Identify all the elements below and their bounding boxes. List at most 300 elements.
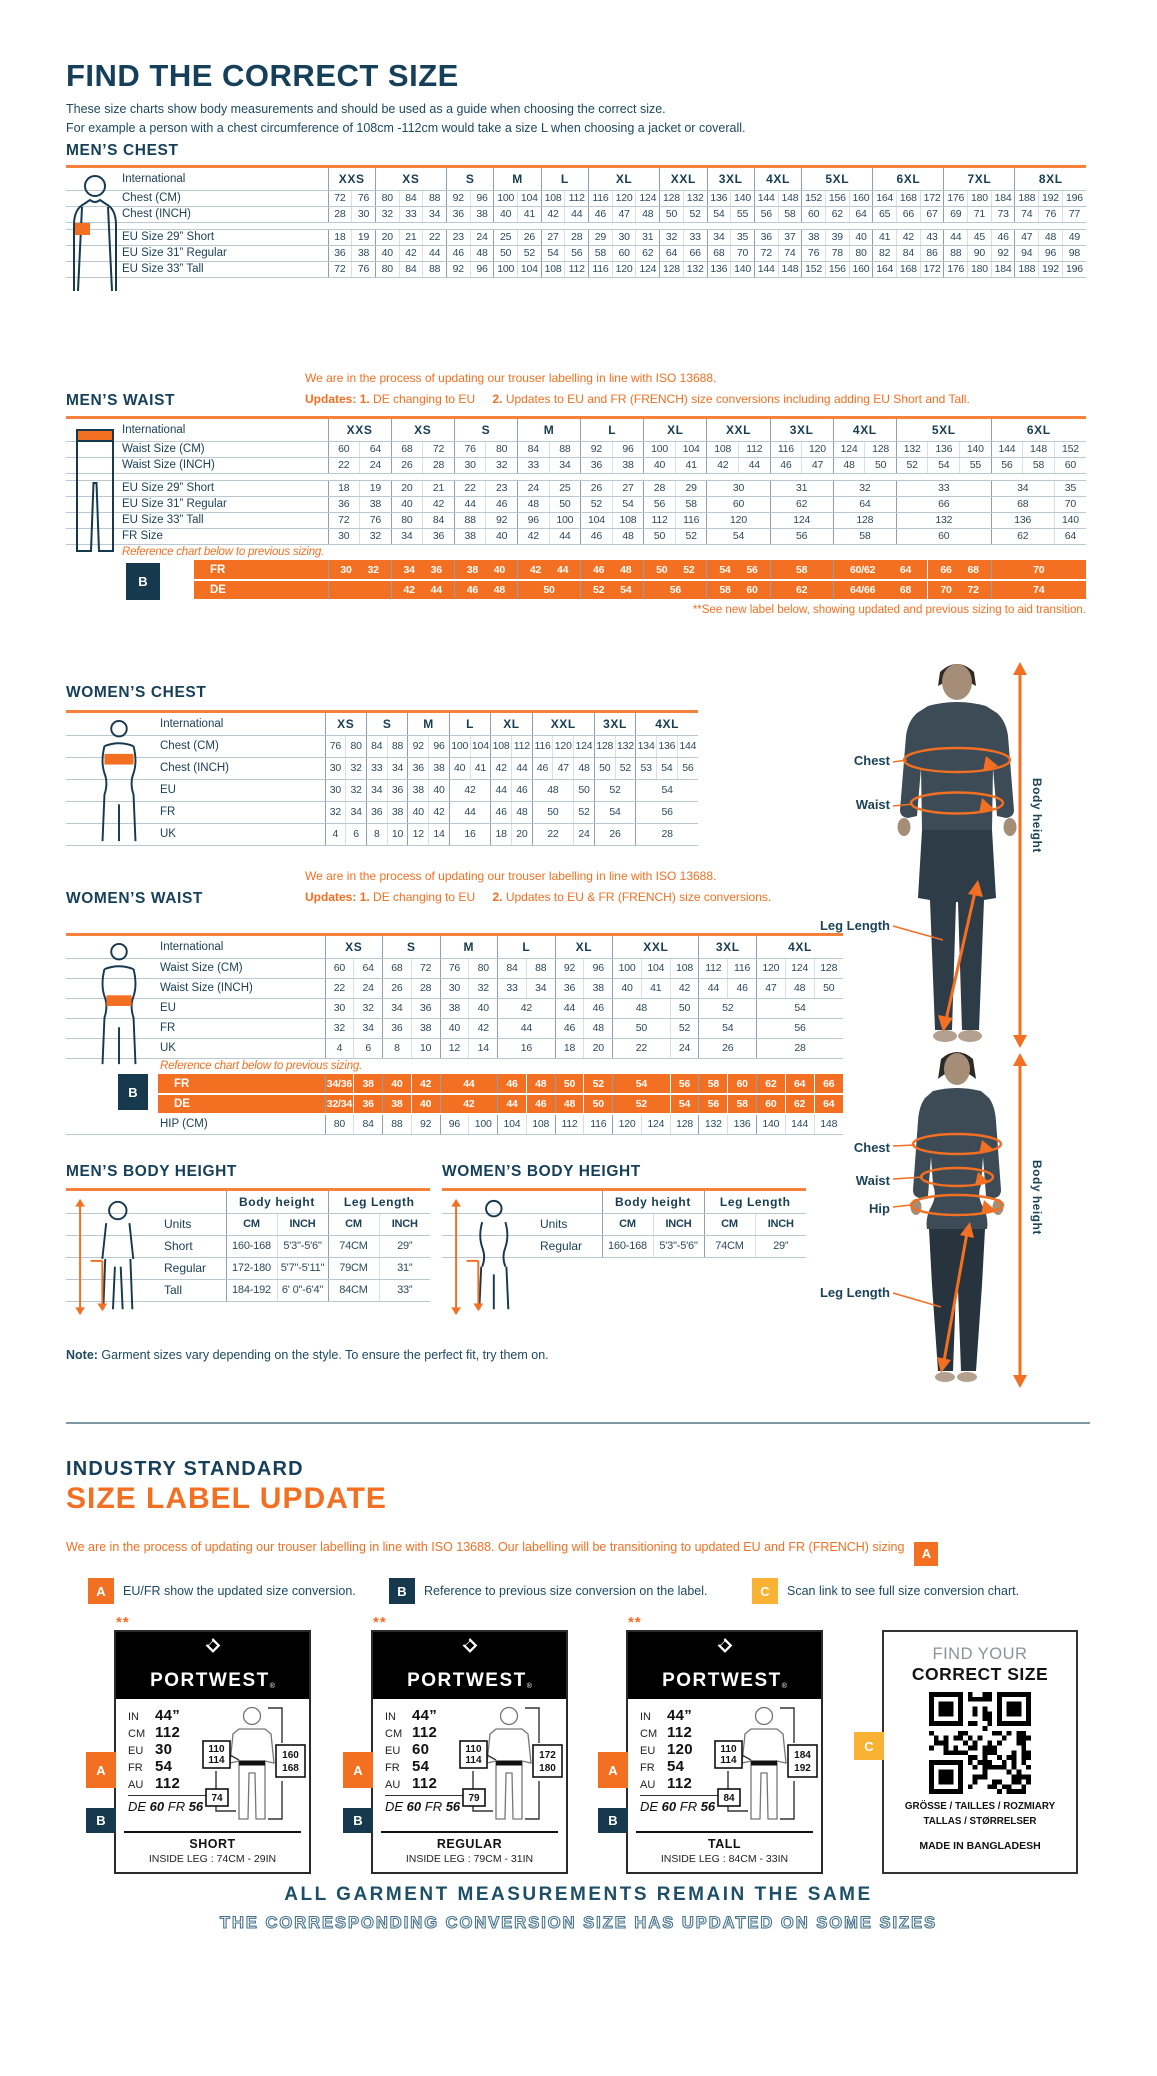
size-cell: 104 (518, 261, 542, 277)
size-cell: 94 (1015, 245, 1039, 261)
row-label: FR (66, 1074, 325, 1094)
update-item-text: Updates to EU & FR (FRENCH) size conversions. (505, 890, 772, 904)
size-cell: 84 (498, 958, 527, 978)
inside-leg-text: INSIDE LEG : 84CM - 33IN (660, 1853, 789, 1865)
size-cell: 24 (517, 480, 549, 496)
update-item-number: 2. (492, 890, 503, 904)
spec-row: IN 44” (640, 1707, 693, 1724)
size-cell: 62 (756, 1074, 785, 1094)
size-cell: 80 (325, 1114, 354, 1134)
size-cell: 60 (325, 958, 354, 978)
mens-body-height-title: MEN’S BODY HEIGHT (66, 1163, 237, 1180)
female-body-height-label: Body height (1030, 1160, 1044, 1235)
column-header: 3XL (770, 419, 833, 441)
update-item-text: Updates to EU and FR (FRENCH) size conversions including adding EU Short and Tall. (505, 392, 970, 406)
footer-line-1: ALL GARMENT MEASUREMENTS REMAIN THE SAME (284, 1884, 873, 1905)
column-header: 5XL (896, 419, 991, 441)
row-label: FR (66, 1018, 325, 1038)
marker-b: B (343, 1808, 373, 1833)
size-cell: 25 (549, 480, 581, 496)
svg-text:110: 110 (720, 1744, 737, 1755)
size-cell: 38 (354, 1074, 383, 1094)
size-cell: 50 (549, 496, 581, 512)
size-cell: 30 (612, 229, 636, 245)
size-cell: 124 (574, 735, 595, 757)
size-cell: 33 (683, 229, 707, 245)
size-cell: 5'3"-5'6" (653, 1235, 704, 1257)
size-cell: 168 (897, 190, 921, 206)
intro-text (66, 100, 746, 138)
size-cell: 34 (526, 978, 555, 998)
size-cell: 60 (328, 441, 360, 457)
size-cell: 41 (675, 457, 707, 473)
size-cell: 5'3"-5'6" (277, 1235, 328, 1257)
column-header: 6XL (991, 419, 1086, 441)
row-label: FR Size (66, 528, 328, 544)
size-cell: 60 (802, 206, 826, 222)
size-cell: 108 (541, 190, 565, 206)
size-cell: 32 (469, 978, 498, 998)
marker-b: B (86, 1808, 116, 1833)
size-cell: 96 (440, 1114, 469, 1134)
size-cell: 52 (670, 1018, 699, 1038)
size-cell: 40 (411, 1094, 440, 1114)
size-cell: 55 (960, 457, 992, 473)
svg-text:172: 172 (539, 1750, 556, 1761)
size-cell: 88 (423, 261, 447, 277)
size-cell: 29” (755, 1235, 806, 1257)
size-cell: 120 (612, 261, 636, 277)
spec-row: EU 60 (385, 1741, 430, 1758)
size-cell: 88 (944, 245, 968, 261)
size-cell: 22 (325, 978, 354, 998)
size-cell: 70 (1054, 496, 1086, 512)
size-cell: 39 (825, 229, 849, 245)
legend-item-c (752, 1578, 1019, 1604)
size-cell: 46 (728, 978, 757, 998)
size-cell: 46 (584, 998, 613, 1018)
spec-row: AU 112 (385, 1775, 438, 1792)
size-cell: 42 (707, 457, 739, 473)
size-cell: 104 (518, 190, 542, 206)
size-cell: 140 (756, 1114, 785, 1134)
size-cell: 80 (375, 190, 399, 206)
spec-row: IN 44” (385, 1707, 438, 1724)
size-cell: 112 (739, 441, 771, 457)
size-cell: 100 (613, 958, 642, 978)
size-cell: 48 (555, 1094, 584, 1114)
qr-slot (884, 1692, 1076, 1794)
size-cell: 68 (991, 496, 1054, 512)
size-cell: 164 (873, 261, 897, 277)
size-cell: 36 (383, 1018, 412, 1038)
size-cell: 42 (429, 801, 450, 823)
size-cell: 18 (491, 823, 512, 845)
size-cell: 24 (574, 823, 595, 845)
size-cell: 26 (594, 823, 635, 845)
size-cell: 96 (517, 512, 549, 528)
portwest-diamond-icon (201, 1638, 225, 1653)
size-cell: 84CM (328, 1279, 379, 1301)
size-cell: 41 (641, 978, 670, 998)
size-cell: 160-168 (602, 1235, 653, 1257)
size-cell: 18 (328, 480, 360, 496)
size-cell: 120 (707, 512, 770, 528)
size-cell: 156 (825, 190, 849, 206)
size-label-card-tall (608, 1614, 823, 1874)
size-cell: 49 (1062, 229, 1086, 245)
column-header: 8XL (1015, 168, 1086, 190)
size-cell: 104 (470, 735, 491, 757)
size-cell: 124 (636, 190, 660, 206)
column-header: 4XL (833, 419, 896, 441)
column-header: 3XL (699, 936, 757, 958)
inside-leg-text: INSIDE LEG : 74CM - 29IN (148, 1853, 277, 1865)
transition-stars: ** (116, 1614, 130, 1631)
size-cell: 64 (1054, 528, 1086, 544)
size-cell: 132 (683, 190, 707, 206)
size-cell: 56 (991, 457, 1023, 473)
size-cell: 128 (670, 1114, 699, 1134)
size-cell: 78 (825, 245, 849, 261)
size-cell: 38 (408, 779, 429, 801)
size-cell: 38 (387, 801, 408, 823)
size-cell: 62 (636, 245, 660, 261)
size-cell: 50 (814, 978, 843, 998)
marker-a: A (86, 1752, 116, 1788)
size-cell: 44 (498, 1018, 556, 1038)
transition-stars: ** (628, 1614, 642, 1631)
spec-row: FR 54 (128, 1758, 173, 1775)
column-header: Leg Length (704, 1191, 806, 1213)
row-label: Waist Size (INCH) (66, 457, 328, 473)
table-corner-label: International (66, 713, 325, 735)
size-cell: 176 (944, 261, 968, 277)
size-cell: 46 (491, 801, 512, 823)
size-cell: 47 (553, 757, 574, 779)
size-cell: 34 (549, 457, 581, 473)
size-cell: 22 (328, 457, 360, 473)
size-specs (385, 1707, 463, 1814)
page-title: FIND THE CORRECT SIZE (66, 58, 459, 93)
size-cell: 40 (375, 245, 399, 261)
size-cell: 41 (873, 229, 897, 245)
legend-item-a (88, 1578, 356, 1604)
size-cell: 66 (897, 206, 921, 222)
size-cell: 36 (411, 998, 440, 1018)
size-cell: 29” (379, 1235, 430, 1257)
size-cell: 100 (469, 1114, 498, 1134)
size-cell: 188 (1015, 190, 1039, 206)
column-header: XXL (613, 936, 699, 958)
update-item-text: DE changing to EU (373, 890, 476, 904)
size-cell: 70 72 (928, 580, 991, 600)
spec-row: CM 112 (128, 1724, 181, 1741)
intro-line-2: For example a person with a chest circumference of 108cm -112cm would take a size L when choosing a jacket or coverall. (66, 121, 746, 135)
legend-box-a: A (88, 1578, 114, 1604)
size-cell: 48 (785, 978, 814, 998)
size-label-update-title: SIZE LABEL UPDATE (66, 1482, 387, 1515)
size-cell: 12 (440, 1038, 469, 1058)
size-cell: 14 (429, 823, 450, 845)
size-cell: 148 (814, 1114, 843, 1134)
section-divider (66, 1422, 1090, 1424)
size-cell: 108 (612, 512, 644, 528)
size-cell: 32 (346, 779, 367, 801)
size-languages-1: GRÖSSE / TAILLES / ROZMIARY (904, 1801, 1056, 1812)
size-cell: 36 (754, 229, 778, 245)
size-cell: 140 (1054, 512, 1086, 528)
womens-chest-title: WOMEN’S CHEST (66, 684, 207, 701)
size-cell: 71 (968, 206, 992, 222)
size-cell: 48 (532, 779, 573, 801)
column-header: XL (644, 419, 707, 441)
size-cell: 38 (360, 496, 392, 512)
size-cell: 69 (944, 206, 968, 222)
size-cell: 104 (498, 1114, 527, 1134)
column-header: XXL (660, 168, 707, 190)
size-cell: 148 (778, 261, 802, 277)
size-cell: 6 (354, 1038, 383, 1058)
size-cell: 100 (549, 512, 581, 528)
svg-text:110: 110 (465, 1744, 482, 1755)
size-cell: 70 (991, 560, 1086, 580)
column-header: XS (391, 419, 454, 441)
size-cell: 25 (494, 229, 518, 245)
size-cell: 28 (756, 1038, 843, 1058)
size-cell: 32 (360, 528, 392, 544)
size-cell: 50 (660, 206, 684, 222)
size-cell: 74 (991, 580, 1086, 600)
size-cell: 164 (873, 190, 897, 206)
size-cell: 66 (683, 245, 707, 261)
size-cell: 36 (328, 245, 352, 261)
size-cell: 52 (574, 801, 595, 823)
size-cell: 144 (677, 735, 698, 757)
fit-name: TALL (707, 1837, 741, 1851)
size-cell: 66 68 (928, 560, 991, 580)
size-cell: 60 (1054, 457, 1086, 473)
size-cell: 58 (833, 528, 896, 544)
size-cell: 42 (491, 757, 512, 779)
size-cell: 54 (670, 1094, 699, 1114)
size-cell: 33 (498, 978, 527, 998)
size-cell: 36 (354, 1094, 383, 1114)
size-cell: 34 (423, 206, 447, 222)
size-cell: 124 (641, 1114, 670, 1134)
size-cell: 184 (991, 190, 1015, 206)
row-label: Units (442, 1213, 602, 1235)
portwest-diamond-icon (458, 1638, 482, 1653)
size-cell: 132 (896, 441, 928, 457)
size-cell: 58 (1023, 457, 1055, 473)
size-cell: 38 (440, 998, 469, 1018)
size-cell: 50 (865, 457, 897, 473)
size-cell: 50 (532, 801, 573, 823)
size-cell: 132 (896, 512, 991, 528)
size-cell: 112 (511, 735, 532, 757)
size-cell: 28 (565, 229, 589, 245)
size-cell: 50 (584, 1094, 613, 1114)
size-cell: 76 (454, 441, 486, 457)
size-cell: 29 (675, 480, 707, 496)
size-cell: 46 (498, 1074, 527, 1094)
size-cell: 46 (581, 528, 613, 544)
size-cell: 88 (383, 1114, 412, 1134)
update-item-number: 1. (359, 392, 370, 406)
row-label: EU (66, 779, 325, 801)
size-cell: 42 (670, 978, 699, 998)
legend-text-c: Scan link to see full size conversion chart. (787, 1584, 1020, 1598)
qr-size-card (864, 1630, 1078, 1874)
size-cell: 12 (408, 823, 429, 845)
size-cell: 34 (354, 1018, 383, 1038)
female-waist-label: Waist (855, 1173, 890, 1188)
size-cell: 58 (675, 496, 707, 512)
size-cell: 132 (699, 1114, 728, 1134)
size-cell: 21 (423, 480, 455, 496)
size-cell: 19 (360, 480, 392, 496)
column-header: S (383, 936, 441, 958)
size-cell: 58 (770, 560, 833, 580)
column-header: 3XL (707, 168, 754, 190)
size-cell: 56 (670, 1074, 699, 1094)
column-header: XXL (532, 713, 594, 735)
row-label: EU Size 31” Regular (66, 496, 328, 512)
size-cell: 72 (328, 261, 352, 277)
size-cell: 52 (613, 1094, 671, 1114)
size-cell: 42 (411, 1074, 440, 1094)
size-cell: 50 (494, 245, 518, 261)
size-cell: 42 (399, 245, 423, 261)
size-cell: 144 (991, 441, 1023, 457)
size-cell: 79CM (328, 1257, 379, 1279)
label-footer (124, 1831, 301, 1865)
size-cell: 42 (541, 206, 565, 222)
size-cell: 64 (785, 1074, 814, 1094)
size-cell: 40 (486, 528, 518, 544)
size-cell: 88 (454, 512, 486, 528)
fit-name: SHORT (189, 1837, 236, 1851)
registered-mark: ® (526, 1683, 532, 1690)
size-cell: 172-180 (226, 1257, 277, 1279)
size-cell: 112 (699, 958, 728, 978)
reference-note: Reference chart below to previous sizing. (122, 546, 325, 559)
size-cell: 98 (1062, 245, 1086, 261)
mens-waist-table (66, 416, 1086, 601)
size-cell: 34 (346, 801, 367, 823)
column-header: 4XL (754, 168, 801, 190)
label-body (373, 1699, 566, 1831)
row-label: EU Size 31” Regular (66, 245, 328, 261)
size-cell: 132 (683, 261, 707, 277)
size-cell: 24 (354, 978, 383, 998)
industry-paragraph-text: We are in the process of updating our trouser labelling in line with ISO 13688. Our labelling will be transitioning to updated EU and FR (FRENCH) sizing (66, 1540, 905, 1554)
size-cell: 77 (1062, 206, 1086, 222)
column-header: XL (491, 713, 532, 735)
size-cell: 54 (541, 245, 565, 261)
womens-body-height-title: WOMEN’S BODY HEIGHT (442, 1163, 641, 1180)
size-cell: 46 (770, 457, 802, 473)
size-cell: 132 (615, 735, 636, 757)
garment-note (66, 1348, 549, 1362)
row-label: Chest (CM) (66, 190, 328, 206)
size-cell: 74 (778, 245, 802, 261)
size-cell: 18 (555, 1038, 584, 1058)
portwest-diamond-icon (713, 1638, 737, 1653)
size-languages-2: TALLAS / STØRRELSER (923, 1816, 1037, 1827)
size-cell: 86 (920, 245, 944, 261)
size-cell: 96 (584, 958, 613, 978)
registered-mark: ® (269, 1683, 275, 1690)
size-cell: 29 (589, 229, 613, 245)
size-cell: 92 (446, 261, 470, 277)
size-cell: 36 (408, 757, 429, 779)
size-cell: 128 (594, 735, 615, 757)
fit-name: REGULAR (436, 1837, 503, 1851)
size-cell: 168 (897, 261, 921, 277)
size-cell: 188 (1015, 261, 1039, 277)
size-cell: 6 (346, 823, 367, 845)
size-cell: 46 (589, 206, 613, 222)
marker-a: A (598, 1752, 628, 1788)
size-cell: 84 (517, 441, 549, 457)
size-cell: 30 (325, 779, 346, 801)
spec-row: FR 54 (385, 1758, 430, 1775)
size-cell: 44 (454, 496, 486, 512)
size-cell (328, 580, 391, 600)
row-label: EU Size 29” Short (66, 480, 328, 496)
column-header: M (408, 713, 449, 735)
size-cell: INCH (653, 1213, 704, 1235)
size-cell: 23 (446, 229, 470, 245)
size-cell: 88 (526, 958, 555, 978)
column-header: 4XL (756, 936, 843, 958)
male-measurement-figure (645, 650, 1157, 1050)
size-cell: 48 (584, 1018, 613, 1038)
size-cell: 128 (660, 261, 684, 277)
size-cell: 88 (387, 735, 408, 757)
size-cell: 88 (549, 441, 581, 457)
size-cell: 10 (387, 823, 408, 845)
size-cell: CM (602, 1213, 653, 1235)
updates-label: Updates: (305, 392, 357, 406)
size-cell: 160 (849, 190, 873, 206)
size-cell: 52 54 (581, 580, 644, 600)
size-cell: 58 (589, 245, 613, 261)
column-header: XS (375, 168, 446, 190)
size-cell: 38 40 (454, 560, 517, 580)
label-figure (714, 1703, 818, 1829)
size-cell: 92 (411, 1114, 440, 1134)
size-cell: 50 (517, 580, 580, 600)
size-cell: 62 (991, 528, 1054, 544)
size-cell: 44 (555, 998, 584, 1018)
size-cell: 44 (944, 229, 968, 245)
size-cell: 46 (526, 1094, 555, 1114)
label-footer (636, 1831, 813, 1865)
table-corner-label (66, 1191, 226, 1213)
size-cell: 76 (1039, 206, 1063, 222)
size-cell: 48 (833, 457, 865, 473)
size-cell: 92 (555, 958, 584, 978)
size-cell: 108 (491, 735, 512, 757)
size-cell: 35 (1054, 480, 1086, 496)
size-cell: 40 (440, 1018, 469, 1038)
svg-text:180: 180 (539, 1763, 556, 1774)
mens-body-height-table (66, 1188, 430, 1302)
size-cell: 60 (756, 1094, 785, 1114)
